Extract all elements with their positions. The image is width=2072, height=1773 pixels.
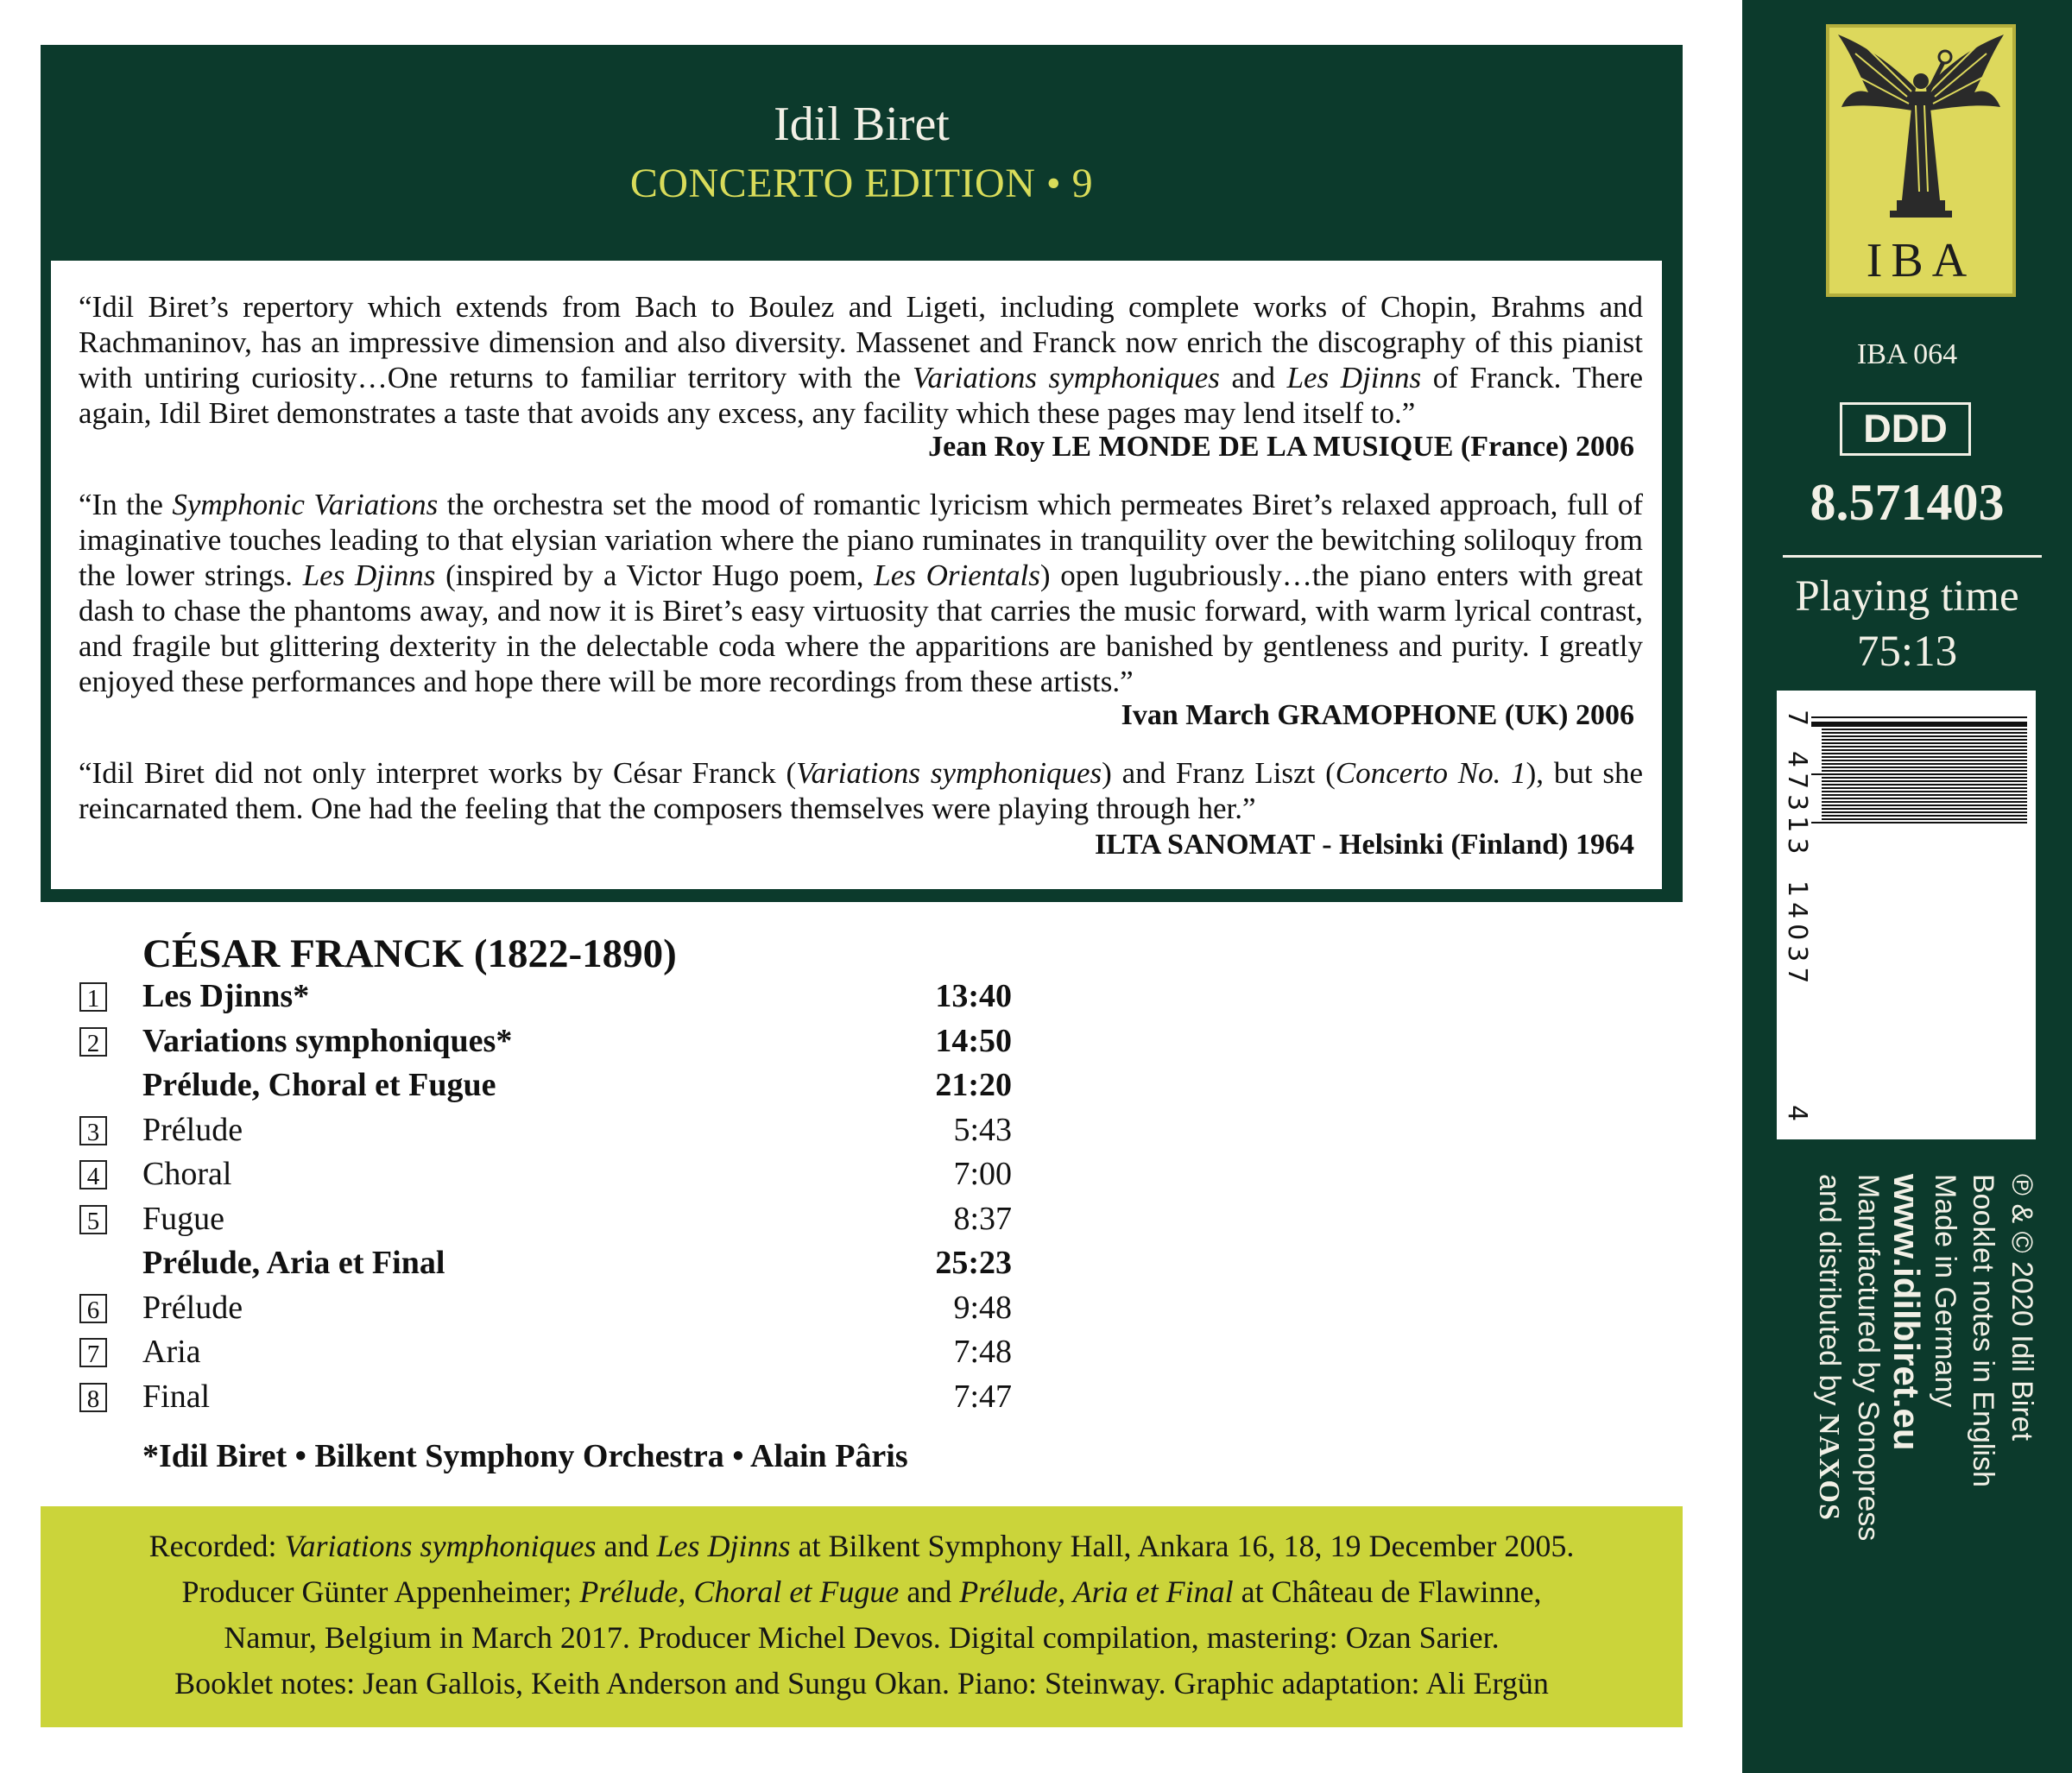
barcode-bar — [1822, 729, 2027, 730]
track-row — [79, 1198, 1012, 1243]
barcode-digits: 7 — [1782, 710, 1812, 732]
divider — [1783, 555, 2042, 558]
distributor-prefix: and distributed by — [1813, 1174, 1847, 1406]
barcode-graphic — [1777, 691, 2036, 1139]
track-duration: 25:23 — [935, 1245, 1012, 1281]
track-duration: 5:43 — [953, 1111, 1012, 1148]
edition-title: CONCERTO EDITION • 9 — [629, 161, 1094, 206]
track-number: 4 — [79, 1160, 107, 1189]
barcode-bar — [1822, 742, 2027, 744]
barcode-bar — [1822, 811, 2027, 813]
barcode-bar — [1822, 818, 2027, 820]
iba-logo — [1826, 24, 2016, 297]
barcode-bar — [1822, 756, 2027, 758]
track-title: Prélude, Choral et Fugue — [142, 1067, 496, 1103]
quote-3-attribution: ILTA SANOMAT - Helsinki (Finland) 1964 — [1094, 829, 1634, 861]
track-duration: 21:20 — [935, 1067, 1012, 1103]
quotes-panel — [51, 261, 1662, 889]
quote-1-attribution: Jean Roy LE MONDE DE LA MUSIQUE (France) 2006 — [928, 431, 1634, 463]
barcode-bar — [1822, 732, 2027, 734]
barcode-bar — [1822, 767, 2027, 768]
barcode-bar — [1822, 780, 2027, 782]
quote-2-attribution: Ivan March GRAMOPHONE (UK) 2006 — [1121, 699, 1634, 731]
barcode-bar — [1822, 746, 2027, 748]
barcode-bar — [1822, 735, 2027, 737]
track-row — [79, 1331, 1012, 1376]
track-number: 6 — [79, 1294, 107, 1323]
naxos-logo: NAXOS — [1813, 1413, 1846, 1521]
barcode-bar — [1822, 794, 2027, 796]
barcode-bar — [1822, 801, 2027, 803]
track-duration: 14:50 — [935, 1022, 1012, 1059]
track-number: 2 — [79, 1027, 107, 1057]
legal-info — [1810, 1174, 2041, 1726]
artist-name: Idil Biret — [774, 98, 950, 151]
distributor-line — [1810, 1174, 1849, 1726]
track-number: 3 — [79, 1116, 107, 1145]
barcode-bar — [1822, 749, 2027, 751]
barcode-bar — [1822, 815, 2027, 817]
catalog-code: IBA 064 — [1856, 338, 1958, 370]
track-row — [79, 1376, 1012, 1421]
barcode-bar — [1822, 770, 2027, 772]
quote-3-text: “Idil Biret did not only interpret works by César Franck (Variations symphoniques) and Franz Liszt (Concerto No. 1), but she reincarnated them. One had the feeling that the composers themselves were playing through her.” — [79, 756, 1643, 825]
catalog-number: 8.571403 — [1810, 474, 2005, 531]
track-duration: 7:00 — [953, 1156, 1012, 1192]
barcode-bar — [1822, 739, 2027, 741]
track-duration: 9:48 — [953, 1289, 1012, 1326]
track-row — [79, 1109, 1012, 1154]
track-row — [79, 1020, 1012, 1065]
track-title: Aria — [142, 1334, 201, 1370]
track-row — [79, 1064, 1012, 1109]
barcode-bar — [1822, 791, 2027, 792]
track-title: Variations symphoniques* — [142, 1022, 513, 1059]
track-row — [79, 975, 1012, 1020]
recording-credits: Recorded: Variations symphoniques and Les Djinns at Bilkent Symphony Hall, Ankara 16, 18, 19 December 2005. Producer Günter Appenheimer; Prélude, Choral et Fugue and Prélude, Aria et Final at Château de Flawinne, Namur, Belgium in March 2017. Producer Michel Devos. Digital compilation, mastering: Ozan Sarier. Booklet notes: Jean Gallois, Keith Anderson and Sungu Okan. Piano: Steinway. Graphic adaptation: Ali Ergün — [148, 1529, 1575, 1700]
barcode-digits: 14037 — [1782, 880, 1812, 989]
track-title: Les Djinns* — [142, 978, 310, 1014]
track-duration: 7:47 — [953, 1378, 1012, 1415]
barcode-bar — [1822, 784, 2027, 786]
barcode-bar — [1822, 777, 2027, 779]
title-block — [41, 45, 1683, 261]
track-title: Choral — [142, 1156, 232, 1192]
barcode-bar — [1822, 787, 2027, 789]
booklet-line: Booklet notes in English — [1967, 1174, 2000, 1487]
barcode-bar — [1811, 716, 2027, 718]
playing-time-label: Playing time — [1795, 572, 2019, 621]
track-list — [79, 975, 1012, 1420]
barcode-bar — [1822, 804, 2027, 806]
track-title: Prélude, Aria et Final — [142, 1245, 445, 1281]
header-panel — [41, 45, 1683, 902]
track-title: Final — [142, 1378, 211, 1415]
barcode-bar — [1822, 753, 2027, 754]
barcode-bar — [1811, 722, 2027, 727]
track-row — [79, 1287, 1012, 1332]
made-in-line: Made in Germany — [1929, 1174, 1961, 1408]
barcode-digits: 4 — [1782, 1105, 1812, 1127]
performers-line: *Idil Biret • Bilkent Symphony Orchestra • Alain Pâris — [142, 1438, 908, 1474]
track-row — [79, 1242, 1012, 1287]
track-duration: 13:40 — [935, 978, 1012, 1014]
credits-panel — [41, 1506, 1683, 1727]
track-number: 7 — [79, 1338, 107, 1367]
barcode — [1777, 691, 2036, 1139]
angel-icon — [1829, 28, 2012, 235]
composer-heading: CÉSAR FRANCK (1822-1890) — [142, 931, 677, 976]
barcode-bar — [1822, 763, 2027, 765]
quote-2-text: “In the Symphonic Variations the orchestra set the mood of romantic lyricism which permeates Biret’s relaxed approach, full of imaginative touches leading to that elysian variation where the piano ruminates in tranquility over the bewitching soliloquy from the lower strings. Les Djinns (inspired by a Victor Hugo poem, Les Orientals) open lugubriously…the piano enters with great dash to chase the phantoms away, and now it is Biret’s easy virtuosity that carries the music forward, with warm lyrical contrast, and fragile but glittering dexterity in the delectable coda where the apparitions are banished by gentleness and purity. I greatly enjoyed these performances and hope there will be more recordings from these artists.” — [79, 488, 1644, 698]
website-link[interactable]: www.idilbiret.eu — [1886, 1174, 1928, 1451]
track-duration: 8:37 — [953, 1200, 1012, 1237]
copyright-line: ℗ & © 2020 Idil Biret — [2006, 1174, 2038, 1442]
track-title: Prélude — [142, 1289, 243, 1326]
barcode-digits: 47313 — [1782, 751, 1812, 860]
track-duration: 7:48 — [953, 1334, 1012, 1370]
track-number: 8 — [79, 1383, 107, 1412]
quote-1-text: “Idil Biret’s repertory which extends from Bach to Boulez and Ligeti, including complete works of Chopin, Brahms and Rachmaninov, has an impressive dimension and also diversity. Massenet and Franck now enrich the discography of this pianist with untiring curiosity…One returns to familiar territory with the Variations symphoniques and Les Djinns of Franck. There again, Idil Biret demonstrates a taste that avoids any excess, any facility which these pages may lend itself to.” — [79, 290, 1643, 430]
track-number: 1 — [79, 982, 107, 1012]
barcode-bar — [1822, 798, 2027, 799]
logo-text: IBA — [1866, 234, 1976, 287]
track-title: Prélude — [142, 1111, 243, 1148]
track-title: Fugue — [142, 1200, 224, 1237]
barcode-bar — [1811, 822, 2027, 823]
manufacturer-line: Manufactured by Sonopress — [1852, 1174, 1885, 1542]
audio-format-badge: DDD — [1840, 402, 1971, 456]
track-number: 5 — [79, 1205, 107, 1234]
track-row — [79, 1153, 1012, 1198]
playing-time-value: 75:13 — [1856, 628, 1958, 676]
barcode-bar — [1822, 808, 2027, 810]
barcode-bar — [1811, 773, 2027, 775]
barcode-bar — [1822, 760, 2027, 761]
